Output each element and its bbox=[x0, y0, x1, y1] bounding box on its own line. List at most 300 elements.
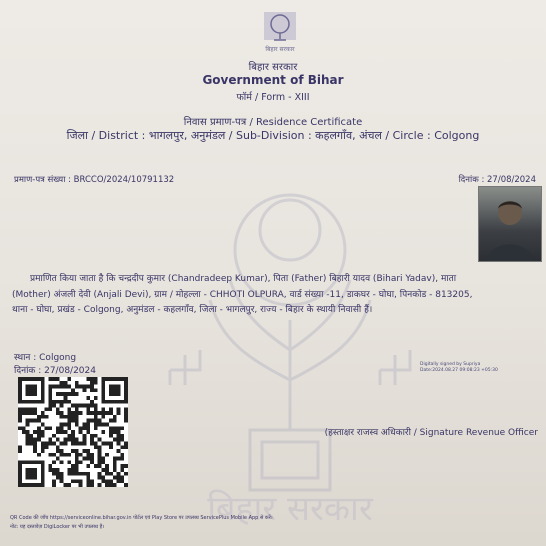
qr-module bbox=[101, 423, 105, 427]
qr-module bbox=[124, 415, 128, 419]
qr-module bbox=[18, 388, 22, 392]
qr-module bbox=[109, 426, 113, 430]
qr-module bbox=[64, 381, 68, 385]
qr-module bbox=[98, 419, 102, 423]
qr-module bbox=[105, 411, 109, 415]
qr-module bbox=[101, 392, 105, 396]
qr-module bbox=[52, 385, 56, 389]
qr-module bbox=[117, 385, 121, 389]
qr-module bbox=[124, 419, 128, 423]
qr-module bbox=[33, 419, 37, 423]
digital-signature-date: Date:2024.08.27 09:08:23 +05:30 bbox=[420, 368, 498, 373]
qr-module bbox=[52, 483, 56, 487]
qr-module bbox=[56, 449, 60, 453]
qr-module bbox=[90, 388, 94, 392]
qr-module bbox=[29, 472, 33, 476]
qr-module bbox=[56, 445, 60, 449]
certificate-title: निवास प्रमाण-पत्र / Residence Certificate bbox=[183, 117, 363, 128]
qr-module bbox=[86, 426, 90, 430]
qr-module bbox=[101, 381, 105, 385]
qr-module bbox=[117, 476, 121, 480]
qr-module bbox=[71, 404, 75, 408]
signature-revenue-officer: (हस्ताक्षर राजस्व अधिकारी / Signature Revenue Officer bbox=[324, 428, 538, 438]
qr-module bbox=[109, 479, 113, 483]
qr-module bbox=[113, 388, 117, 392]
qr-module bbox=[48, 426, 52, 430]
qr-module bbox=[105, 472, 109, 476]
qr-module bbox=[41, 388, 45, 392]
qr-module bbox=[60, 479, 64, 483]
qr-module bbox=[22, 483, 26, 487]
qr-module bbox=[124, 385, 128, 389]
qr-module bbox=[117, 430, 121, 434]
qr-module bbox=[75, 468, 79, 472]
digilocker-note: नोट: यह दस्तावेज़ DigiLocker पर भी उपलब्ध है। bbox=[10, 524, 105, 530]
qr-module bbox=[45, 426, 49, 430]
qr-module bbox=[79, 426, 83, 430]
qr-module bbox=[18, 460, 22, 464]
qr-module bbox=[18, 381, 22, 385]
qr-module bbox=[60, 449, 64, 453]
qr-module bbox=[109, 483, 113, 487]
qr-module bbox=[18, 396, 22, 400]
qr-module bbox=[29, 388, 33, 392]
qr-module bbox=[75, 404, 79, 408]
digital-signature-signer: Digitally signed by Supriya bbox=[420, 362, 481, 367]
qr-module bbox=[79, 472, 83, 476]
qr-module bbox=[75, 453, 79, 457]
qr-module bbox=[33, 400, 37, 404]
qr-module bbox=[67, 415, 71, 419]
qr-module bbox=[94, 411, 98, 415]
qr-module bbox=[90, 453, 94, 457]
qr-module bbox=[41, 483, 45, 487]
qr-module bbox=[124, 464, 128, 468]
qr-module bbox=[124, 445, 128, 449]
qr-module bbox=[41, 377, 45, 381]
qr-module bbox=[113, 468, 117, 472]
qr-module bbox=[48, 468, 52, 472]
qr-module bbox=[45, 441, 49, 445]
bihar-emblem-icon bbox=[254, 10, 306, 54]
qr-module bbox=[60, 476, 64, 480]
qr-module bbox=[75, 423, 79, 427]
qr-module bbox=[48, 392, 52, 396]
qr-module bbox=[120, 479, 124, 483]
certificate-number: प्रमाण-पत्र संख्या : BRCCO/2024/10791132 bbox=[14, 175, 175, 185]
qr-module bbox=[109, 392, 113, 396]
qr-module bbox=[71, 472, 75, 476]
qr-module bbox=[86, 430, 90, 434]
qr-module bbox=[29, 411, 33, 415]
qr-module bbox=[60, 415, 64, 419]
qr-module bbox=[109, 407, 113, 411]
qr-module bbox=[109, 385, 113, 389]
qr-module bbox=[94, 419, 98, 423]
qr-module bbox=[41, 464, 45, 468]
qr-module bbox=[124, 407, 128, 411]
qr-module bbox=[60, 423, 64, 427]
qr-module bbox=[101, 430, 105, 434]
qr-module bbox=[90, 385, 94, 389]
qr-module bbox=[26, 400, 30, 404]
qr-module bbox=[26, 441, 30, 445]
qr-module bbox=[86, 423, 90, 427]
qr-module bbox=[18, 472, 22, 476]
qr-module bbox=[120, 434, 124, 438]
qr-module bbox=[90, 404, 94, 408]
qr-module bbox=[86, 419, 90, 423]
qr-module bbox=[75, 392, 79, 396]
qr-module bbox=[82, 388, 86, 392]
qr-module bbox=[29, 400, 33, 404]
qr-module bbox=[71, 468, 75, 472]
qr-module bbox=[26, 419, 30, 423]
qr-module bbox=[75, 460, 79, 464]
qr-module bbox=[41, 441, 45, 445]
qr-module bbox=[52, 453, 56, 457]
qr-module bbox=[29, 392, 33, 396]
qr-module bbox=[41, 449, 45, 453]
qr-module bbox=[29, 441, 33, 445]
qr-module bbox=[117, 438, 121, 442]
applicant-photo bbox=[478, 186, 542, 262]
qr-module bbox=[33, 377, 37, 381]
bihar-emblem-watermark bbox=[150, 180, 430, 540]
qr-module bbox=[113, 415, 117, 419]
qr-module bbox=[71, 415, 75, 419]
qr-module bbox=[98, 457, 102, 461]
qr-module bbox=[90, 457, 94, 461]
qr-module bbox=[124, 441, 128, 445]
qr-module bbox=[41, 381, 45, 385]
qr-module bbox=[75, 472, 79, 476]
qr-module bbox=[94, 377, 98, 381]
qr-module bbox=[109, 411, 113, 415]
qr-module bbox=[117, 434, 121, 438]
qr-module bbox=[120, 464, 124, 468]
qr-module bbox=[33, 441, 37, 445]
certificate-body bbox=[12, 272, 540, 319]
qr-module bbox=[33, 385, 37, 389]
qr-module bbox=[113, 377, 117, 381]
qr-module bbox=[67, 472, 71, 476]
qr-module bbox=[33, 407, 37, 411]
qr-module bbox=[45, 415, 49, 419]
qr-module bbox=[75, 464, 79, 468]
qr-module bbox=[109, 388, 113, 392]
qr-module bbox=[26, 460, 30, 464]
qr-module bbox=[75, 411, 79, 415]
qr-module bbox=[64, 453, 68, 457]
qr-module bbox=[82, 449, 86, 453]
qr-module bbox=[67, 423, 71, 427]
qr-module bbox=[82, 441, 86, 445]
qr-module bbox=[120, 453, 124, 457]
qr-module bbox=[105, 423, 109, 427]
qr-module bbox=[90, 438, 94, 442]
qr-module bbox=[33, 411, 37, 415]
qr-module bbox=[79, 479, 83, 483]
qr-module bbox=[113, 460, 117, 464]
qr-module bbox=[113, 483, 117, 487]
qr-module bbox=[29, 419, 33, 423]
qr-module bbox=[86, 479, 90, 483]
qr-module bbox=[56, 476, 60, 480]
qr-module bbox=[26, 483, 30, 487]
qr-module bbox=[94, 445, 98, 449]
qr-module bbox=[94, 423, 98, 427]
qr-module bbox=[71, 438, 75, 442]
qr-module bbox=[117, 377, 121, 381]
qr-module bbox=[90, 460, 94, 464]
qr-module bbox=[101, 479, 105, 483]
qr-module bbox=[90, 377, 94, 381]
qr-module bbox=[18, 483, 22, 487]
qr-module bbox=[60, 472, 64, 476]
qr-module bbox=[29, 438, 33, 442]
qr-module bbox=[33, 472, 37, 476]
qr-module bbox=[56, 392, 60, 396]
qr-module bbox=[26, 392, 30, 396]
qr-module bbox=[26, 407, 30, 411]
qr-module bbox=[113, 464, 117, 468]
qr-module bbox=[41, 396, 45, 400]
qr-module bbox=[56, 385, 60, 389]
qr-module bbox=[90, 483, 94, 487]
qr-module bbox=[86, 396, 90, 400]
qr-module bbox=[105, 441, 109, 445]
qr-module bbox=[41, 476, 45, 480]
qr-module bbox=[60, 441, 64, 445]
qr-module bbox=[79, 404, 83, 408]
qr-module bbox=[56, 468, 60, 472]
qr-module bbox=[117, 411, 121, 415]
qr-module bbox=[86, 453, 90, 457]
qr-module bbox=[124, 392, 128, 396]
digital-signature bbox=[420, 362, 498, 374]
qr-module bbox=[117, 479, 121, 483]
qr-module bbox=[117, 441, 121, 445]
qr-module bbox=[26, 388, 30, 392]
qr-module bbox=[18, 449, 22, 453]
qr-module bbox=[29, 468, 33, 472]
qr-module bbox=[18, 445, 22, 449]
qr-module bbox=[48, 377, 52, 381]
qr-module bbox=[18, 407, 22, 411]
qr-module bbox=[124, 388, 128, 392]
qr-module bbox=[56, 472, 60, 476]
qr-module bbox=[98, 460, 102, 464]
qr-module bbox=[18, 385, 22, 389]
qr-module bbox=[52, 460, 56, 464]
qr-module bbox=[113, 430, 117, 434]
qr-module bbox=[105, 377, 109, 381]
qr-module bbox=[94, 396, 98, 400]
qr-module bbox=[67, 483, 71, 487]
qr-module bbox=[37, 400, 41, 404]
qr-module bbox=[120, 400, 124, 404]
qr-module bbox=[26, 411, 30, 415]
qr-module bbox=[113, 438, 117, 442]
qr-module bbox=[26, 472, 30, 476]
qr-module bbox=[37, 415, 41, 419]
qr-module bbox=[86, 407, 90, 411]
qr-module bbox=[64, 385, 68, 389]
qr-module bbox=[98, 449, 102, 453]
qr-module bbox=[52, 472, 56, 476]
government-hindi: बिहार सरकार bbox=[248, 62, 298, 73]
qr-code[interactable] bbox=[18, 377, 128, 487]
qr-module bbox=[86, 457, 90, 461]
qr-module bbox=[71, 449, 75, 453]
government-english: Government of Bihar bbox=[202, 73, 344, 87]
qr-module bbox=[22, 460, 26, 464]
qr-module bbox=[64, 483, 68, 487]
qr-module bbox=[71, 434, 75, 438]
qr-module bbox=[56, 457, 60, 461]
qr-module bbox=[94, 426, 98, 430]
qr-module bbox=[113, 457, 117, 461]
qr-module bbox=[52, 434, 56, 438]
qr-module bbox=[45, 407, 49, 411]
qr-module bbox=[82, 457, 86, 461]
qr-module bbox=[64, 441, 68, 445]
qr-module bbox=[98, 464, 102, 468]
qr-module bbox=[41, 445, 45, 449]
qr-module bbox=[64, 438, 68, 442]
qr-module bbox=[22, 426, 26, 430]
qr-module bbox=[105, 479, 109, 483]
qr-module bbox=[41, 411, 45, 415]
qr-module bbox=[48, 407, 52, 411]
qr-module bbox=[94, 441, 98, 445]
qr-module bbox=[33, 388, 37, 392]
qr-module bbox=[117, 457, 121, 461]
qr-module bbox=[98, 453, 102, 457]
qr-module bbox=[48, 441, 52, 445]
qr-module bbox=[18, 392, 22, 396]
qr-module bbox=[124, 472, 128, 476]
qr-module bbox=[18, 411, 22, 415]
qr-module bbox=[26, 476, 30, 480]
qr-module bbox=[64, 415, 68, 419]
qr-module bbox=[109, 441, 113, 445]
qr-module bbox=[18, 464, 22, 468]
qr-module bbox=[105, 483, 109, 487]
qr-module bbox=[33, 445, 37, 449]
qr-module bbox=[109, 419, 113, 423]
qr-module bbox=[67, 407, 71, 411]
qr-module bbox=[37, 460, 41, 464]
qr-module bbox=[41, 468, 45, 472]
qr-module bbox=[29, 483, 33, 487]
qr-module bbox=[26, 434, 30, 438]
body-line-1: प्रमाणित किया जाता है कि चन्द्रदीप कुमार (Chandradeep Kumar), पिता (Father) बिहारी यादव (Bihari Yadav), माता bbox=[30, 274, 457, 284]
qr-module bbox=[18, 426, 22, 430]
qr-module bbox=[56, 377, 60, 381]
qr-module bbox=[98, 476, 102, 480]
qr-module bbox=[79, 460, 83, 464]
qr-module bbox=[60, 392, 64, 396]
qr-module bbox=[82, 385, 86, 389]
qr-module bbox=[71, 479, 75, 483]
qr-module bbox=[22, 407, 26, 411]
qr-module bbox=[41, 434, 45, 438]
qr-module bbox=[48, 453, 52, 457]
qr-module bbox=[79, 430, 83, 434]
qr-module bbox=[52, 479, 56, 483]
qr-module bbox=[60, 381, 64, 385]
qr-module bbox=[90, 434, 94, 438]
qr-module bbox=[90, 479, 94, 483]
qr-module bbox=[64, 396, 68, 400]
qr-module bbox=[94, 415, 98, 419]
qr-module bbox=[67, 453, 71, 457]
qr-module bbox=[124, 400, 128, 404]
qr-module bbox=[64, 400, 68, 404]
qr-module bbox=[109, 377, 113, 381]
qr-module bbox=[22, 411, 26, 415]
qr-module bbox=[120, 426, 124, 430]
qr-module bbox=[86, 476, 90, 480]
qr-module bbox=[75, 449, 79, 453]
qr-module bbox=[41, 472, 45, 476]
qr-module bbox=[94, 434, 98, 438]
qr-module bbox=[48, 396, 52, 400]
qr-module bbox=[67, 392, 71, 396]
qr-module bbox=[117, 400, 121, 404]
qr-module bbox=[71, 411, 75, 415]
qr-module bbox=[60, 430, 64, 434]
qr-module bbox=[101, 377, 105, 381]
qr-module bbox=[37, 438, 41, 442]
qr-module bbox=[75, 381, 79, 385]
qr-module bbox=[90, 411, 94, 415]
qr-module bbox=[67, 385, 71, 389]
qr-module bbox=[101, 441, 105, 445]
qr-module bbox=[18, 377, 22, 381]
qr-module bbox=[29, 385, 33, 389]
qr-module bbox=[120, 377, 124, 381]
qr-module bbox=[33, 392, 37, 396]
qr-module bbox=[67, 377, 71, 381]
qr-module bbox=[67, 438, 71, 442]
qr-module bbox=[117, 449, 121, 453]
qr-module bbox=[90, 381, 94, 385]
qr-module bbox=[101, 385, 105, 389]
qr-module bbox=[71, 388, 75, 392]
qr-module bbox=[124, 377, 128, 381]
qr-module bbox=[41, 392, 45, 396]
qr-module bbox=[75, 457, 79, 461]
qr-module bbox=[75, 419, 79, 423]
qr-module bbox=[98, 423, 102, 427]
qr-module bbox=[98, 438, 102, 442]
qr-module bbox=[48, 388, 52, 392]
qr-module bbox=[52, 404, 56, 408]
qr-module bbox=[120, 476, 124, 480]
qr-module bbox=[60, 411, 64, 415]
qr-module bbox=[22, 430, 26, 434]
qr-module bbox=[67, 400, 71, 404]
qr-module bbox=[105, 453, 109, 457]
qr-module bbox=[56, 400, 60, 404]
qr-module bbox=[64, 423, 68, 427]
qr-module bbox=[26, 385, 30, 389]
qr-module bbox=[41, 479, 45, 483]
qr-module bbox=[37, 419, 41, 423]
